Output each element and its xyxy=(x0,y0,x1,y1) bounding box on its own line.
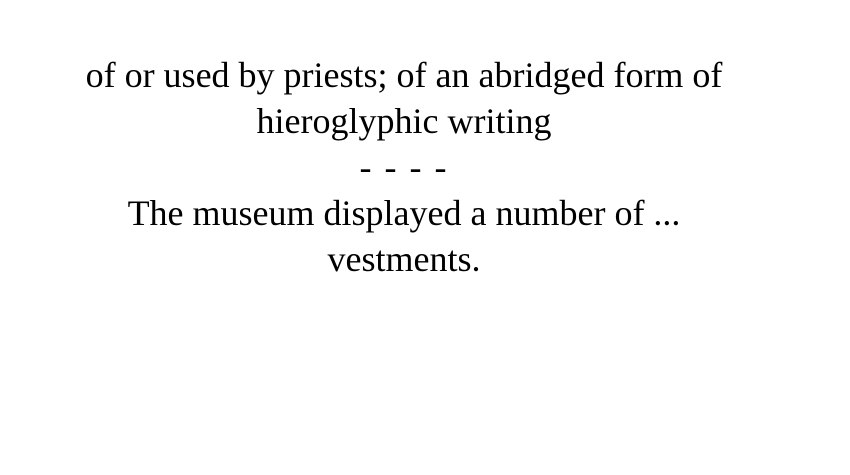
example-sentence-line-2: vestments. xyxy=(327,239,481,279)
separator: - - - - xyxy=(359,147,449,187)
example-sentence-line-1: The museum displayed a number of ... xyxy=(127,193,681,233)
definition-text-line-2: hieroglyphic writing xyxy=(256,101,552,141)
definition-text-line-1: of or used by priests; of an abridged form of xyxy=(85,55,723,95)
